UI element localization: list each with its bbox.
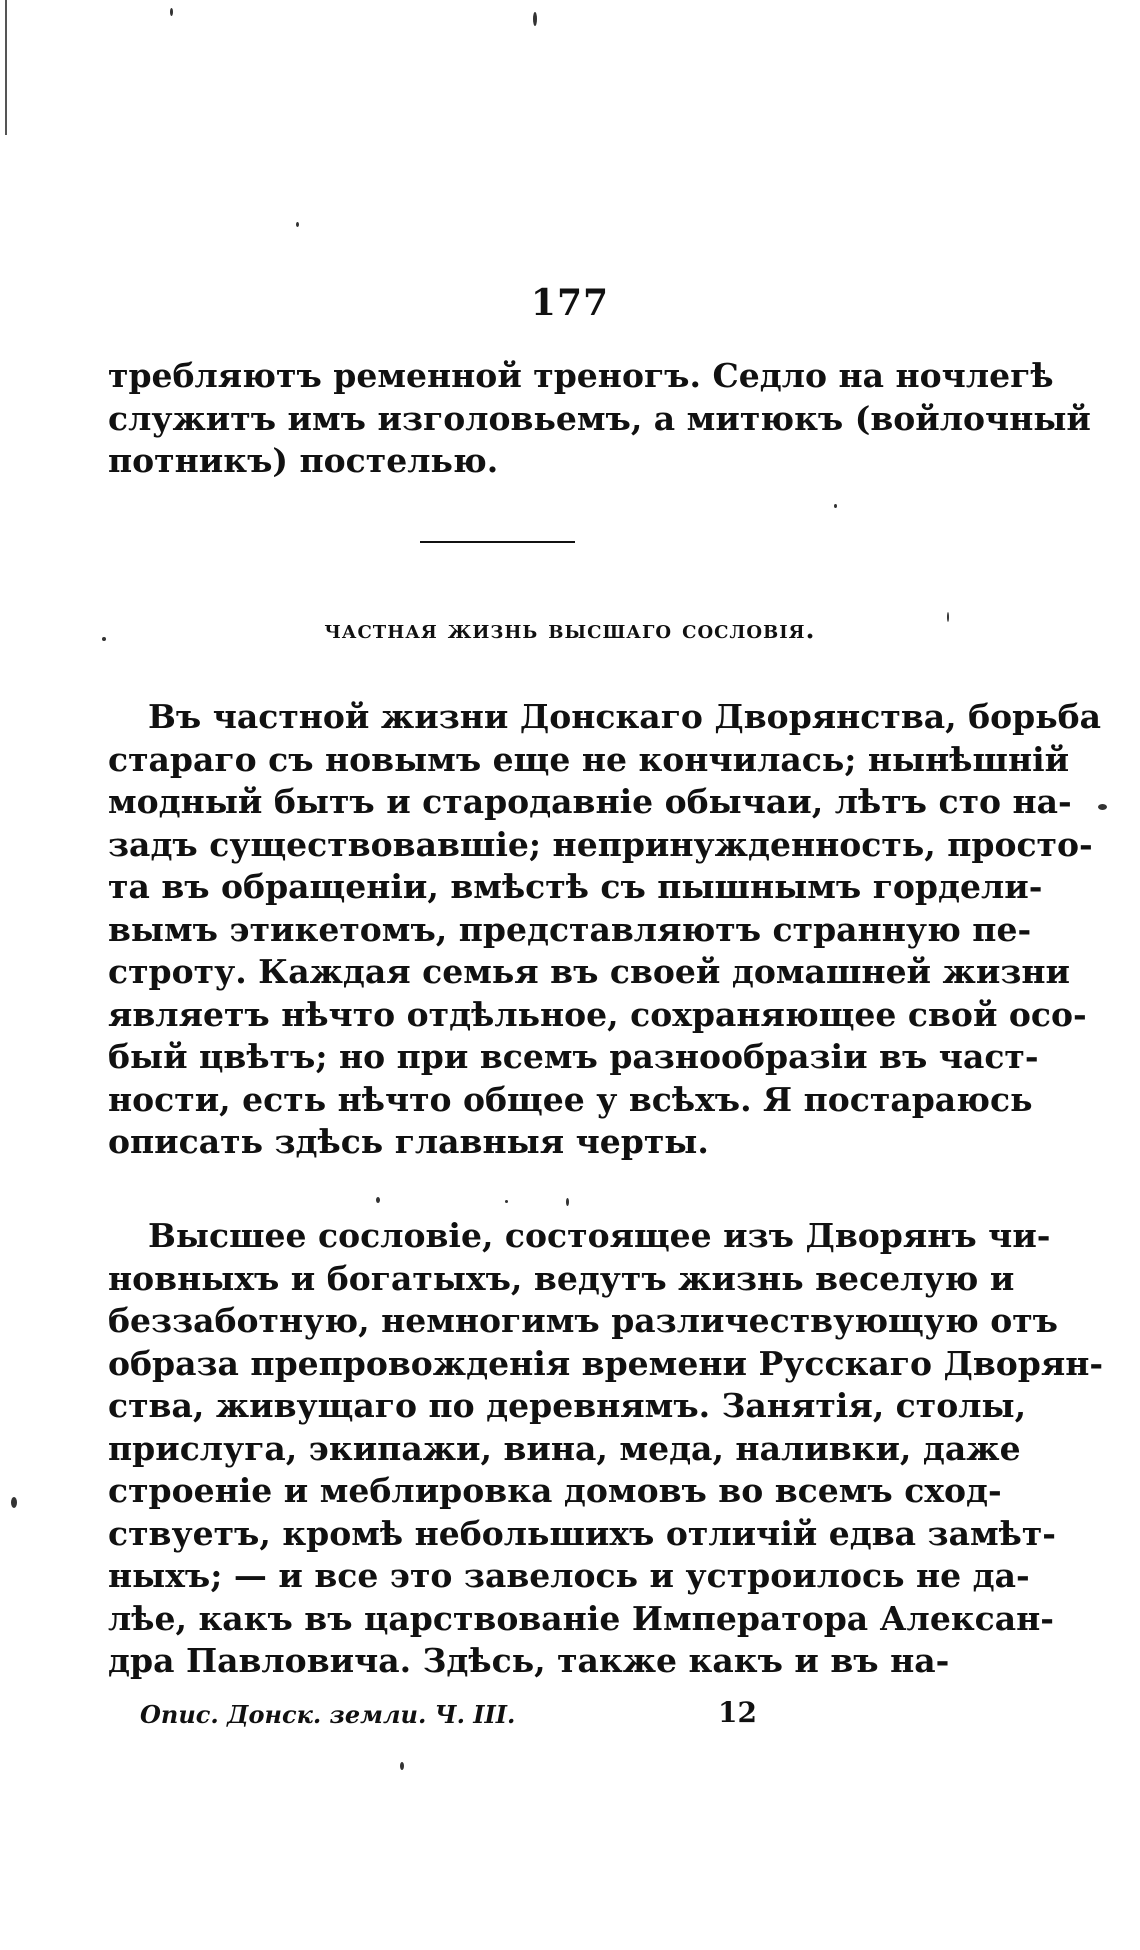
text-line: ныхъ; — и все это завелось и устроилось не да-	[108, 1556, 1030, 1595]
text-line: являетъ нѣчто отдѣльное, сохраняющее свой осо-	[108, 994, 1087, 1034]
text-line: дра Павловича. Здѣсь, также какъ и въ на-	[108, 1641, 950, 1680]
paragraph-upper-class	[108, 1215, 1104, 1683]
scan-speck	[1098, 804, 1107, 810]
text-line: Высшее сословіе, состоящее изъ Дворянъ чи-	[148, 1216, 1051, 1255]
scan-speck	[533, 12, 537, 26]
text-line: требляютъ ременной треногъ. Седло на ночлегѣ	[108, 356, 1054, 395]
scan-speck	[11, 1497, 17, 1508]
signature-mark: 12	[718, 1696, 757, 1729]
text-line: Въ частной жизни Донскаго Дворянства, борьба	[148, 697, 1102, 736]
page-number: 177	[530, 282, 610, 324]
scan-speck	[296, 222, 299, 227]
section-divider-rule	[420, 541, 575, 543]
scan-speck	[566, 1198, 569, 1206]
text-line: образа препровожденія времени Русскаго Дворян-	[108, 1343, 1104, 1383]
text-line: ства, живущаго по деревнямъ. Занятія, столы,	[108, 1386, 1027, 1425]
text-line: ности, есть нѣчто общее у всѣхъ. Я постараюсь	[108, 1079, 1033, 1119]
text-line: модный бытъ и стародавніе обычаи, лѣтъ сто на-	[108, 782, 1072, 821]
paragraph-continuation	[108, 355, 1091, 483]
text-line: беззаботную, немногимъ различествующую отъ	[108, 1301, 1058, 1340]
footer-note: Опис. Донск. земли. Ч. III.	[140, 1700, 516, 1729]
text-line: лѣе, какъ въ царствованіе Императора Алексан-	[108, 1598, 1054, 1638]
section-heading: частная жизнь высшаго сословія.	[324, 615, 816, 645]
text-line: служитъ имъ изголовьемъ, а митюкъ (войлочный	[108, 398, 1091, 438]
text-line: ствуетъ, кромѣ небольшихъ отличій едва замѣт-	[108, 1513, 1056, 1553]
scan-edge-line	[5, 0, 7, 135]
scan-speck	[400, 1762, 404, 1770]
text-line: новныхъ и богатыхъ, ведутъ жизнь веселую и	[108, 1258, 1015, 1298]
paragraph-private-life	[108, 696, 1102, 1164]
text-line: строеніе и меблировка домовъ во всемъ сход-	[108, 1471, 1002, 1510]
scan-speck	[170, 8, 173, 16]
scan-speck	[834, 504, 837, 508]
text-line: строту. Каждая семья въ своей домашней жизни	[108, 952, 1071, 991]
text-line: стараго съ новымъ еще не кончилась; нынѣшній	[108, 739, 1070, 779]
text-line: задъ существовавшіе; непринужденность, просто-	[108, 824, 1093, 864]
scan-speck	[376, 1197, 380, 1203]
text-line: бый цвѣтъ; но при всемъ разнообразіи въ част-	[108, 1037, 1039, 1076]
text-line: вымъ этикетомъ, представляютъ странную пе-	[108, 909, 1032, 949]
text-line: прислуга, экипажи, вина, меда, наливки, даже	[108, 1428, 1021, 1468]
text-line: потникъ) постелью.	[108, 441, 499, 480]
text-line: та въ обращеніи, вмѣстѣ съ пышнымъ гордели-	[108, 867, 1043, 906]
text-line: описать здѣсь главныя черты.	[108, 1122, 709, 1161]
scan-speck	[505, 1200, 508, 1203]
